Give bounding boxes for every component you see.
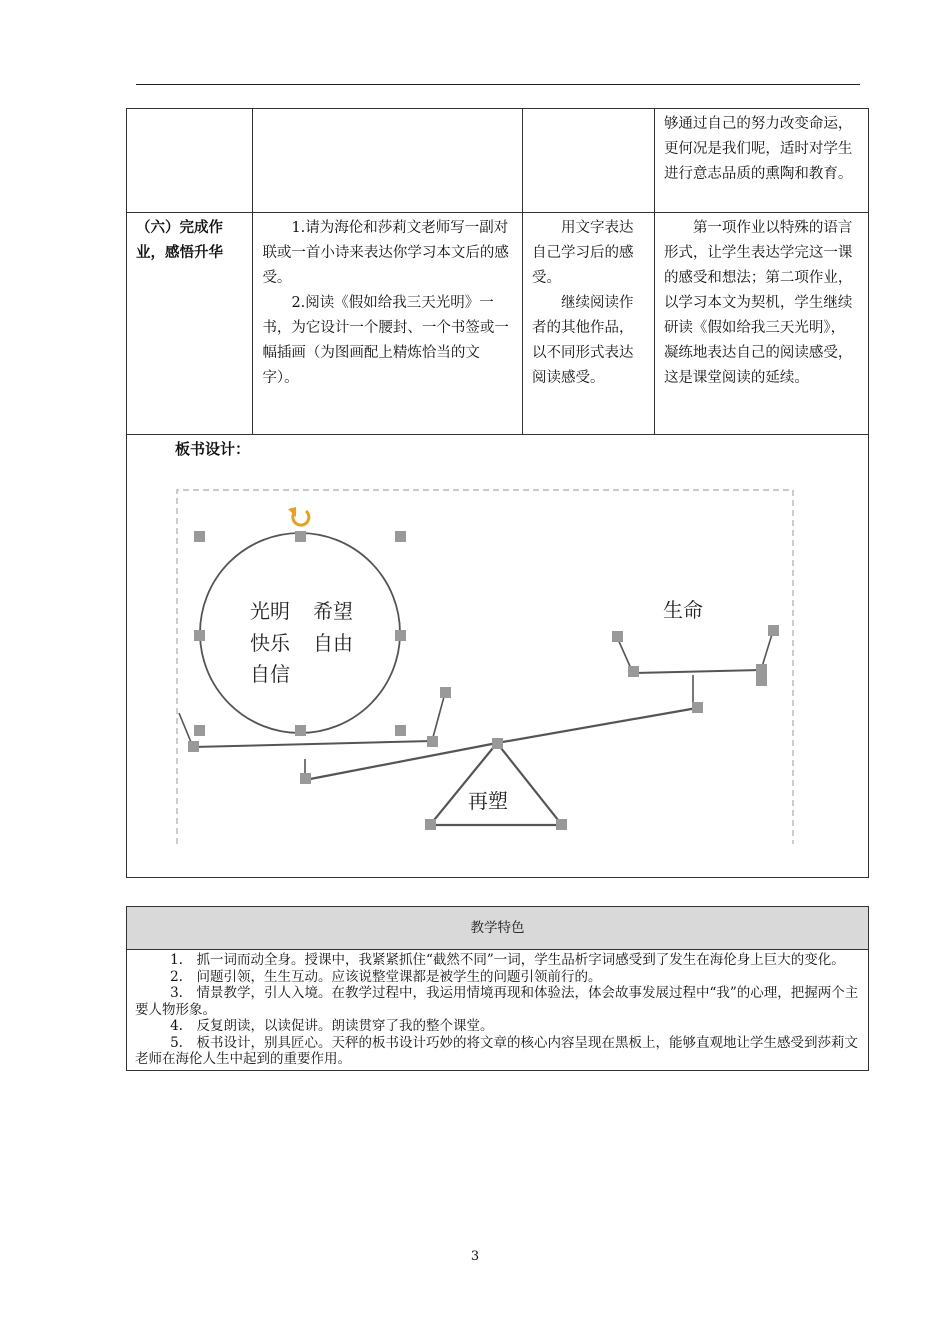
intent-continuation: 够通过自己的努力改变命运，更何况是我们呢，适时对学生进行意志品质的熏陶和教育。 [663,116,853,182]
board-design-cell [127,435,869,878]
board-title: 板书设计： [175,440,251,458]
step-title: （六）完成作业，感悟升华 [136,220,223,261]
cell-step [127,109,253,213]
cell-activity [253,213,523,435]
cell-student [522,213,654,435]
page-number: 3 [470,1249,480,1264]
left-pan-line [193,741,432,747]
lesson-table [126,108,869,878]
circle-label: 快乐 [250,631,290,655]
fulcrum-label: 再塑 [468,789,508,813]
student-item-1: 用文字表达自己学习后的感受。 [531,220,634,286]
header-rule [136,84,860,85]
feature-item: 4. 反复朗读，以读促讲。朗读贯穿了我的整个课堂。 [170,1018,494,1034]
board-row [127,435,869,878]
circle-label: 自由 [313,631,353,655]
selection-handles[interactable] [194,531,406,736]
balance-diagram [127,435,868,877]
cell-activity [253,109,523,213]
teaching-features-table [126,906,869,1071]
balance-beam-right [497,708,697,743]
intent-text: 第一项作业以特殊的语言形式，让学生表达学完这一课的感受和想法；第二项作业，以学习本文为契机，学生继续研读《假如给我三天光明》，凝练地表达自己的阅读感受，这是课堂阅读的延续。 [663,220,853,386]
homework-row [127,213,869,435]
values-circle [200,533,400,733]
feature-item: 3. 情景教学，引人入境。在教学过程中，我运用情境再现和体验法，体会故事发展过程中“我”的心理，把握两个主要人物形象。 [135,985,859,1018]
cell-intent [654,109,868,213]
right-pan-label: 生命 [663,598,703,622]
cell-step [127,213,253,435]
circle-label: 希望 [313,599,353,623]
features-header: 教学特色 [127,907,869,950]
feature-item: 1. 抓一词而动全身。授课中，我紧紧抓住“截然不同”一词，学生品析字词感受到了发生在海伦身上巨大的变化。 [170,952,845,968]
right-pan-line [633,670,761,673]
activity-item-1: 1.请为海伦和莎莉文老师写一副对联或一首小诗来表达你学习本文后的感受。 [262,220,509,286]
left-pan-string [432,693,445,741]
circle-label: 自信 [250,662,290,686]
feature-item: 2. 问题引领，生生互动。应该说整堂课都是被学生的问题引领前行的。 [170,968,602,985]
circle-label: 光明 [250,599,290,623]
cell-student [522,109,654,213]
features-body [127,950,869,1071]
continuation-row [127,109,869,213]
student-item-2: 继续阅读作者的其他作品，以不同形式表达阅读感受。 [531,295,634,386]
feature-item: 5. 板书设计，别具匠心。天秤的板书设计巧妙的将文章的核心内容呈现在黑板上，能够直观地让学生感受到莎莉文老师在海伦人生中起到的重要作用。 [135,1034,858,1067]
activity-item-2: 2.阅读《假如给我三天光明》一书，为它设计一个腰封、一个书签或一幅插画（为图画配上精炼恰当的文字）。 [262,295,509,386]
cell-intent [654,213,868,435]
balance-beam-left [305,743,497,780]
